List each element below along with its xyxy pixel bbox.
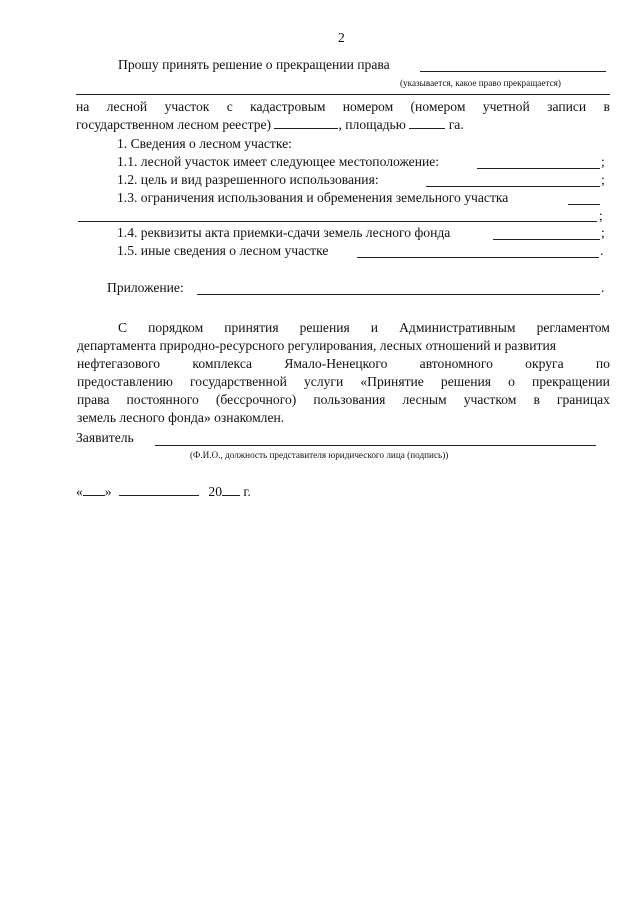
date-year-suffix: г. xyxy=(243,484,251,499)
date-close-quote: » xyxy=(104,484,112,499)
item-1-2-semicolon: ; xyxy=(601,172,605,187)
ack-word: предоставлению xyxy=(77,374,173,389)
ack-line-2: департамента природно-ресурсного регулирования, лесных отношений и развития xyxy=(77,338,556,353)
ack-word: округа xyxy=(525,356,564,371)
registry-text: государственном лесном реестре) xyxy=(76,117,272,132)
ack-word: порядком xyxy=(148,320,204,335)
attachment-label: Приложение: xyxy=(107,280,184,295)
parcel-word: кадастровым xyxy=(250,99,326,114)
ack-word: решения xyxy=(299,320,350,335)
applicant-signature-line[interactable] xyxy=(155,445,596,446)
ack-word: Ямало-Ненецкого xyxy=(284,356,388,371)
parcel-word: участок xyxy=(164,99,210,114)
ack-word: (бессрочного) xyxy=(215,392,297,407)
date-year-blank[interactable] xyxy=(222,484,240,496)
date-month-blank[interactable] xyxy=(119,484,199,496)
item-1-3 xyxy=(117,190,508,206)
cadastral-number-blank[interactable] xyxy=(274,117,338,129)
parcel-word: записи xyxy=(547,99,587,114)
item-1-1-label: 1.1. лесной участок имеет следующее местоположение: xyxy=(117,154,440,169)
request-text xyxy=(118,57,390,73)
item-1-2-label: 1.2. цель и вид разрешенного использования: xyxy=(117,172,379,187)
parcel-word: номером xyxy=(342,99,394,114)
ack-word: права xyxy=(77,392,110,407)
item-1-4-blank[interactable] xyxy=(493,239,600,240)
item-1-1 xyxy=(117,154,439,170)
attachment-period: . xyxy=(601,280,605,295)
ack-line-5 xyxy=(77,392,610,408)
ack-word: пользования xyxy=(313,392,386,407)
info-heading: 1. Сведения о лесном участке: xyxy=(117,136,292,151)
date-day-blank[interactable] xyxy=(83,484,105,496)
parcel-line-1 xyxy=(76,99,610,115)
item-1-4-label: 1.4. реквизиты акта приемки-сдачи земель лесного фонда xyxy=(117,225,451,240)
ack-word: принятия xyxy=(224,320,279,335)
item-1-3-semicolon: ; xyxy=(599,208,603,223)
parcel-word: лесной xyxy=(106,99,148,114)
ack-word: лесным xyxy=(402,392,447,407)
ack-word: автономного xyxy=(419,356,493,371)
item-1-3-blank[interactable] xyxy=(568,204,600,205)
applicant-hint: (Ф.И.О., должность представителя юридического лица (подпись)) xyxy=(190,450,449,460)
item-1-5-period: . xyxy=(600,243,604,258)
ack-word: услуги xyxy=(304,374,344,389)
parcel-word: учетной xyxy=(482,99,530,114)
item-1-4-semicolon: ; xyxy=(601,225,605,240)
area-label: , площадью xyxy=(338,117,406,132)
item-1-1-semicolon: ; xyxy=(601,154,605,169)
ack-word: участком xyxy=(463,392,517,407)
date-row xyxy=(76,484,251,500)
ack-word: Административным xyxy=(399,320,516,335)
item-1-5-blank[interactable] xyxy=(357,257,599,258)
ack-word: «Принятие xyxy=(360,374,424,389)
ack-line-4 xyxy=(77,374,610,390)
ack-word: о xyxy=(508,374,515,389)
item-1-5-label: 1.5. иные сведения о лесном участке xyxy=(117,243,329,258)
ack-word: решения xyxy=(440,374,492,389)
date-open-quote: « xyxy=(76,484,83,499)
parcel-word: на xyxy=(76,99,90,114)
ack-word: С xyxy=(118,320,128,335)
request-blank-line[interactable] xyxy=(420,71,606,72)
request-label: Прошу принять решение о прекращении права xyxy=(118,57,390,72)
item-1-2-blank[interactable] xyxy=(426,186,600,187)
request-hint: (указывается, какое право прекращается) xyxy=(400,78,561,88)
parcel-word: в xyxy=(603,99,610,114)
ack-word: по xyxy=(595,356,610,371)
ack-word: регламентом xyxy=(536,320,610,335)
ack-word: границах xyxy=(556,392,610,407)
item-1-2 xyxy=(117,172,379,188)
ack-word: прекращении xyxy=(532,374,610,389)
item-1-3-label: 1.3. ограничения использования и обременения земельного участка xyxy=(117,190,509,205)
area-unit: га. xyxy=(448,117,464,132)
item-1-5 xyxy=(117,243,328,259)
ack-line-3 xyxy=(77,356,610,372)
ack-line-1 xyxy=(118,320,610,336)
ack-word: нефтегазового xyxy=(77,356,161,371)
ack-line-6: земель лесного фонда» ознакомлен. xyxy=(77,410,285,425)
ack-word: государственной xyxy=(190,374,287,389)
parcel-word: с xyxy=(226,99,233,114)
request-continuation-line[interactable] xyxy=(76,94,610,95)
ack-word: комплекса xyxy=(192,356,253,371)
area-blank[interactable] xyxy=(409,117,445,129)
ack-word: в xyxy=(533,392,540,407)
ack-word: постоянного xyxy=(126,392,199,407)
ack-word: и xyxy=(370,320,379,335)
item-1-3-blank-continuation[interactable] xyxy=(78,221,597,222)
parcel-line-2 xyxy=(76,117,464,133)
page-number: 2 xyxy=(338,30,345,45)
item-1-4 xyxy=(117,225,450,241)
item-1-1-blank[interactable] xyxy=(477,168,600,169)
applicant-label: Заявитель xyxy=(76,430,134,445)
date-year-prefix: 20 xyxy=(208,484,222,499)
parcel-word: (номером xyxy=(410,99,466,114)
attachment-blank[interactable] xyxy=(197,294,600,295)
